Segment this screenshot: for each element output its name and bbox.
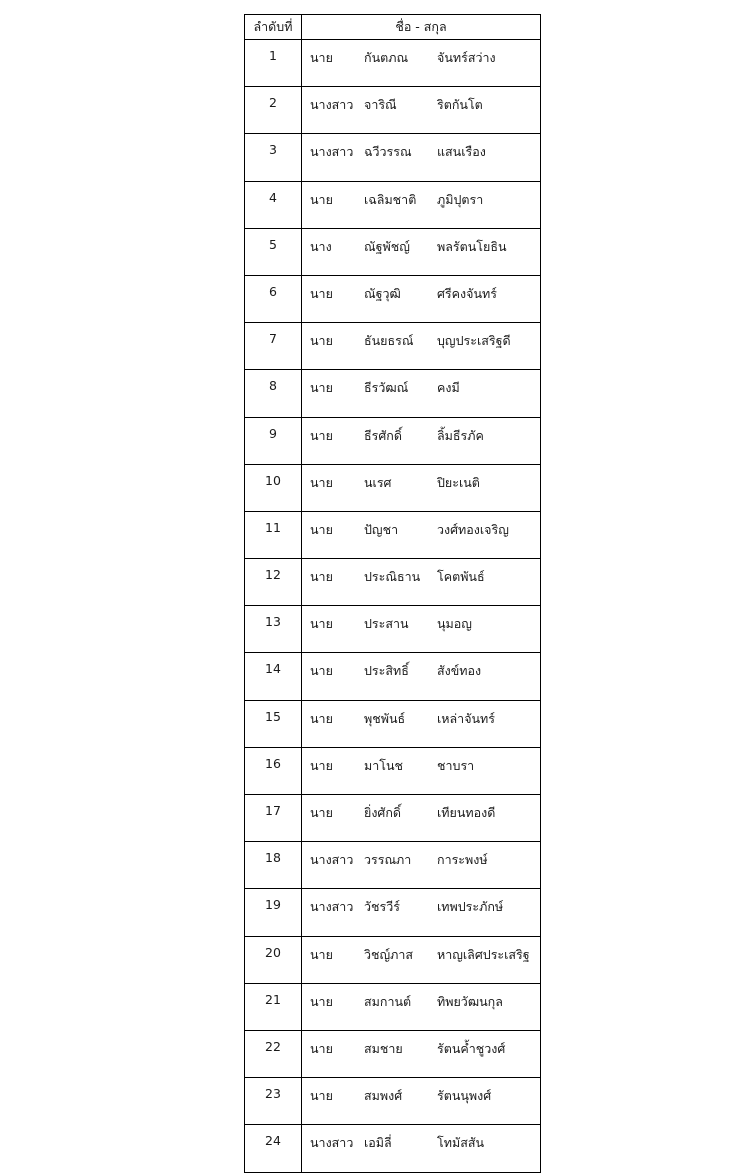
full-name-cell bbox=[302, 1030, 541, 1077]
first-name: ปัญชา bbox=[364, 521, 399, 537]
full-name-cell bbox=[302, 1078, 541, 1125]
name-prefix: นางสาว bbox=[310, 1135, 354, 1151]
row-number: 14 bbox=[245, 653, 302, 700]
first-name: ณัฐวุฒิ bbox=[364, 285, 401, 301]
name-prefix: นาย bbox=[310, 427, 333, 443]
first-name: ประณิธาน bbox=[364, 569, 421, 585]
row-number: 24 bbox=[245, 1125, 302, 1172]
table-row bbox=[245, 87, 541, 134]
table-row bbox=[245, 936, 541, 983]
row-number: 11 bbox=[245, 511, 302, 558]
name-prefix: นาย bbox=[310, 521, 333, 537]
row-number: 16 bbox=[245, 747, 302, 794]
row-number: 23 bbox=[245, 1078, 302, 1125]
table-row bbox=[245, 275, 541, 322]
first-name: สมชาย bbox=[364, 1040, 403, 1056]
full-name-cell bbox=[302, 559, 541, 606]
last-name: สังข์ทอง bbox=[437, 663, 482, 679]
row-number: 22 bbox=[245, 1030, 302, 1077]
first-name: มาโนช bbox=[364, 757, 404, 773]
row-number: 6 bbox=[245, 275, 302, 322]
name-prefix: นาย bbox=[310, 285, 333, 301]
full-name-cell bbox=[302, 606, 541, 653]
last-name: นุมอญ bbox=[437, 616, 472, 632]
name-prefix: นาย bbox=[310, 50, 333, 65]
full-name-cell bbox=[302, 181, 541, 228]
name-prefix: นาย bbox=[310, 569, 333, 585]
table-row bbox=[245, 606, 541, 653]
last-name: โทมัสสัน bbox=[437, 1135, 484, 1151]
row-number: 5 bbox=[245, 228, 302, 275]
name-prefix: นาย bbox=[310, 616, 333, 632]
row-number: 10 bbox=[245, 464, 302, 511]
full-name-cell bbox=[302, 1125, 541, 1172]
last-name: ศรีคงจันทร์ bbox=[437, 285, 497, 301]
table-row bbox=[245, 559, 541, 606]
table-row bbox=[245, 1030, 541, 1077]
table-row bbox=[245, 889, 541, 936]
name-prefix: นางสาว bbox=[310, 852, 354, 868]
first-name: วัชรวีร์ bbox=[364, 899, 400, 915]
name-prefix: นาย bbox=[310, 191, 333, 207]
column-header-number: ลำดับที่ bbox=[245, 15, 302, 40]
full-name-cell bbox=[302, 87, 541, 134]
last-name: เทียนทองดี bbox=[437, 805, 496, 820]
last-name: ปิยะเนติ bbox=[437, 474, 480, 490]
last-name: บุญประเสริฐดี bbox=[437, 333, 511, 349]
full-name-cell bbox=[302, 370, 541, 417]
last-name: จันทร์สว่าง bbox=[437, 50, 496, 65]
table-row bbox=[245, 842, 541, 889]
name-prefix: นาย bbox=[310, 663, 333, 679]
full-name-cell bbox=[302, 134, 541, 181]
table-row bbox=[245, 653, 541, 700]
name-prefix: นางสาว bbox=[310, 97, 354, 113]
first-name: เอมิลี่ bbox=[364, 1135, 392, 1151]
first-name: ณัฐพัชญ์ bbox=[364, 238, 410, 254]
row-number: 18 bbox=[245, 842, 302, 889]
full-name-cell bbox=[302, 464, 541, 511]
full-name-cell bbox=[302, 795, 541, 842]
name-list-table bbox=[244, 14, 541, 1173]
name-prefix: นาย bbox=[310, 805, 333, 820]
name-prefix: นางสาว bbox=[310, 899, 354, 915]
table-row bbox=[245, 983, 541, 1030]
first-name: จาริณี bbox=[364, 97, 397, 113]
first-name: ธันยธรณ์ bbox=[364, 333, 414, 349]
row-number: 20 bbox=[245, 936, 302, 983]
table-row bbox=[245, 134, 541, 181]
table-row bbox=[245, 1078, 541, 1125]
first-name: พุชพันธ์ bbox=[364, 710, 406, 726]
name-prefix: นาย bbox=[310, 1040, 333, 1056]
name-prefix: นาย bbox=[310, 333, 333, 349]
name-prefix: นาง bbox=[310, 238, 332, 254]
last-name: แสนเรือง bbox=[437, 144, 486, 160]
full-name-cell bbox=[302, 275, 541, 322]
first-name: กันตภณ bbox=[364, 50, 409, 65]
row-number: 3 bbox=[245, 134, 302, 181]
table-row bbox=[245, 323, 541, 370]
full-name-cell bbox=[302, 653, 541, 700]
last-name: รัตนค้ำชูวงศ์ bbox=[437, 1040, 506, 1056]
first-name: วิชญ์ภาส bbox=[364, 946, 414, 962]
row-number: 13 bbox=[245, 606, 302, 653]
column-header-name: ชื่อ - สกุล bbox=[302, 15, 541, 40]
last-name: เทพประภักษ์ bbox=[437, 899, 504, 915]
row-number: 9 bbox=[245, 417, 302, 464]
table-row bbox=[245, 464, 541, 511]
name-prefix: นาย bbox=[310, 993, 333, 1009]
row-number: 8 bbox=[245, 370, 302, 417]
full-name-cell bbox=[302, 228, 541, 275]
last-name: เหล่าจันทร์ bbox=[437, 710, 496, 726]
full-name-cell bbox=[302, 842, 541, 889]
first-name: สมพงศ์ bbox=[364, 1088, 403, 1104]
name-prefix: นาย bbox=[310, 474, 333, 490]
name-prefix: นาย bbox=[310, 710, 333, 726]
last-name: หาญเลิศประเสริฐ bbox=[437, 946, 530, 962]
table-row bbox=[245, 747, 541, 794]
row-number: 15 bbox=[245, 700, 302, 747]
name-prefix: นางสาว bbox=[310, 144, 354, 160]
last-name: ทิพยวัฒนกุล bbox=[437, 993, 503, 1009]
row-number: 17 bbox=[245, 795, 302, 842]
last-name: ลิ้มธีรภัค bbox=[437, 427, 484, 443]
last-name: พลรัตนโยธิน bbox=[437, 238, 507, 254]
first-name: เฉลิมชาติ bbox=[364, 191, 417, 207]
table-row bbox=[245, 228, 541, 275]
table-row bbox=[245, 1125, 541, 1172]
full-name-cell bbox=[302, 889, 541, 936]
row-number: 12 bbox=[245, 559, 302, 606]
name-prefix: นาย bbox=[310, 380, 333, 396]
row-number: 2 bbox=[245, 87, 302, 134]
table-body bbox=[245, 40, 541, 1173]
full-name-cell bbox=[302, 511, 541, 558]
table-row bbox=[245, 370, 541, 417]
first-name: ยิ่งศักดิ์ bbox=[364, 805, 402, 820]
row-number: 1 bbox=[245, 40, 302, 87]
last-name: รัตนนุพงศ์ bbox=[437, 1088, 492, 1104]
table-row bbox=[245, 795, 541, 842]
last-name: ริตกันโต bbox=[437, 97, 483, 113]
table-row bbox=[245, 511, 541, 558]
first-name: สมกานต์ bbox=[364, 993, 412, 1009]
row-number: 4 bbox=[245, 181, 302, 228]
last-name: ภูมิปุตรา bbox=[437, 191, 484, 207]
first-name: ธีรศักดิ์ bbox=[364, 427, 402, 443]
row-number: 19 bbox=[245, 889, 302, 936]
table-row bbox=[245, 417, 541, 464]
first-name: ประสาน bbox=[364, 616, 409, 632]
name-prefix: นาย bbox=[310, 1088, 333, 1104]
table-header-row bbox=[245, 15, 541, 40]
table-row bbox=[245, 40, 541, 87]
name-prefix: นาย bbox=[310, 946, 333, 962]
first-name: นเรศ bbox=[364, 474, 392, 490]
last-name: โคตพันธ์ bbox=[437, 569, 485, 585]
first-name: ประสิทธิ์ bbox=[364, 663, 409, 679]
full-name-cell bbox=[302, 417, 541, 464]
first-name: ฉวีวรรณ bbox=[364, 144, 412, 160]
row-number: 21 bbox=[245, 983, 302, 1030]
row-number: 7 bbox=[245, 323, 302, 370]
full-name-cell bbox=[302, 936, 541, 983]
full-name-cell bbox=[302, 983, 541, 1030]
name-prefix: นาย bbox=[310, 757, 333, 773]
full-name-cell bbox=[302, 323, 541, 370]
last-name: คงมี bbox=[437, 380, 460, 396]
last-name: การะพงษ์ bbox=[437, 852, 488, 868]
table-row bbox=[245, 700, 541, 747]
first-name: วรรณภา bbox=[364, 852, 412, 868]
full-name-cell bbox=[302, 40, 541, 87]
table-row bbox=[245, 181, 541, 228]
full-name-cell bbox=[302, 747, 541, 794]
full-name-cell bbox=[302, 700, 541, 747]
first-name: ธีรวัฒณ์ bbox=[364, 380, 409, 396]
last-name: ชาบรา bbox=[437, 757, 475, 773]
last-name: วงศ์ทองเจริญ bbox=[437, 521, 509, 537]
